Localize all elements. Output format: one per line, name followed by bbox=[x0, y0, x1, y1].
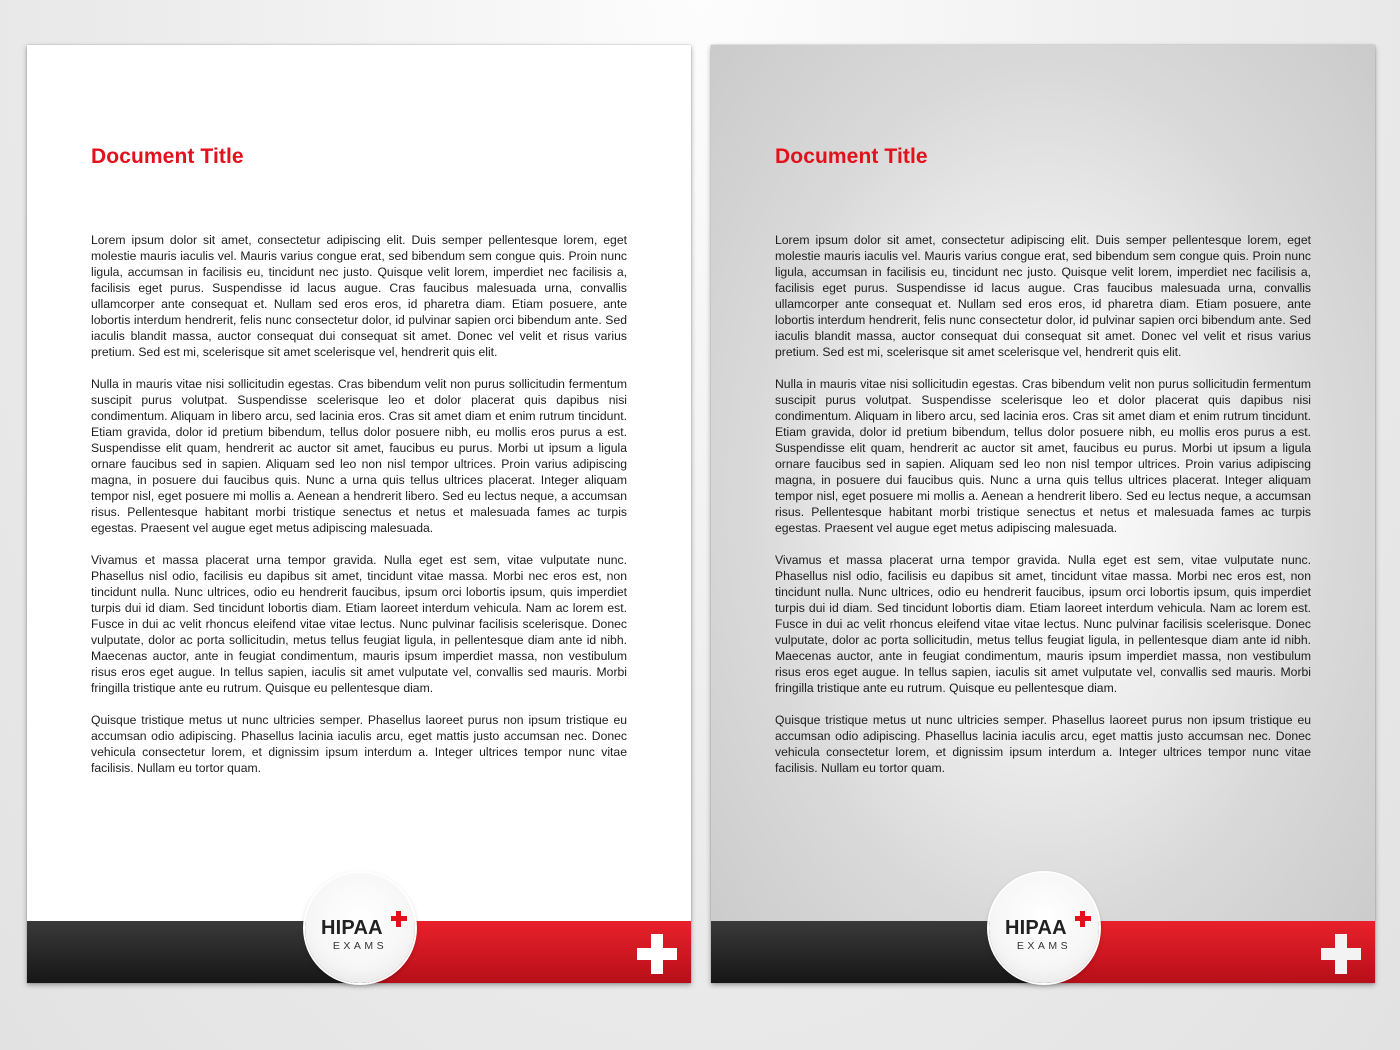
red-plus-cross-icon bbox=[1075, 911, 1091, 927]
white-plus-cross-icon bbox=[637, 934, 677, 974]
document-title: Document Title bbox=[775, 145, 928, 168]
body-paragraph: Vivamus et massa placerat urna tempor gravida. Nulla eget est sem, vitae vulputate nunc. Phasellus nisl odio, facilisis eu dapibus sit amet, tincidunt vitae massa. Morbi nec eros est, non tincidunt nulla. Nunc ultrices, odio eu hendrerit faucibus, ipsum orci lobortis ipsum, quis imperdiet turpis dui id diam. Sed tincidunt lobortis diam. Etiam laoreet interdum vehicula. Nam ac lorem est. Fusce in dui ac velit rhoncus eleifend vitae vitae lectus. Nunc pulvinar facilisis scelerisque. Donec vulputate, dolor ac porta sollicitudin, metus tellus feugiat ligula, in pellentesque diam ante id nibh. Maecenas auctor, ante in feugiat condimentum, mauris ipsum imperdiet massa, non vestibulum risus eros eget augue. In tellus sapien, iaculis sit amet vulputate vel, convallis sed mauris. Morbi fringilla tristique ante eu rutrum. Quisque eu pellentesque diam. bbox=[91, 553, 627, 695]
document-body bbox=[91, 232, 627, 792]
body-paragraph: Lorem ipsum dolor sit amet, consectetur adipiscing elit. Duis semper pellentesque lorem, eget molestie mauris iaculis vel. Mauris varius congue erat, sed bibendum sem congue quis. Proin nunc ligula, accumsan in facilisis eu, tincidunt nec justo. Quisque velit lorem, imperdiet nec facilisis a, facilisis eget purus. Suspendisse id lacus augue. Cras faucibus malesuada urna, convallis ullamcorper ante consequat et. Nullam sed eros eros, id pharetra diam. Etiam posuere, ante lobortis interdum hendrerit, felis nunc consectetur dolor, id pulvinar sapien orci bibendum ante. Sed iaculis blandit massa, auctor consequat dui consequat sit amet. Donec vel velit et risus varius pretium. Sed est mi, scelerisque sit amet scelerisque vel, hendrerit quis elit. bbox=[775, 233, 1311, 359]
body-paragraph: Vivamus et massa placerat urna tempor gravida. Nulla eget est sem, vitae vulputate nunc. Phasellus nisl odio, facilisis eu dapibus sit amet, tincidunt vitae massa. Morbi nec eros est, non tincidunt nulla. Nunc ultrices, odio eu hendrerit faucibus, ipsum orci lobortis ipsum, quis imperdiet turpis dui id diam. Sed tincidunt lobortis diam. Etiam laoreet interdum vehicula. Nam ac lorem est. Fusce in dui ac velit rhoncus eleifend vitae vitae lectus. Nunc pulvinar facilisis scelerisque. Donec vulputate, dolor ac porta sollicitudin, metus tellus feugiat ligula, in pellentesque diam ante id nibh. Maecenas auctor, ante in feugiat condimentum, mauris ipsum imperdiet massa, non vestibulum risus eros eget augue. In tellus sapien, iaculis sit amet vulputate vel, convallis sed mauris. Morbi fringilla tristique ante eu rutrum. Quisque eu pellentesque diam. bbox=[775, 553, 1311, 695]
hipaa-exams-logo-badge bbox=[305, 873, 415, 983]
hipaa-exams-logo-badge bbox=[989, 873, 1099, 983]
white-plus-cross-icon bbox=[1321, 934, 1361, 974]
document-title: Document Title bbox=[91, 145, 244, 168]
document-body bbox=[775, 232, 1311, 792]
body-paragraph: Quisque tristique metus ut nunc ultricies semper. Phasellus laoreet purus non ipsum tristique eu accumsan odio adipiscing. Phasellus lacinia iaculis arcu, eget mattis justo accumsan nec. Donec vehicula consectetur lorem, et dignissim ipsum interdum a. Integer ultrices tempor nunc vitae facilisis. Nullam eu tortor quam. bbox=[91, 713, 627, 775]
red-plus-cross-icon bbox=[391, 911, 407, 927]
letterhead-page-white bbox=[27, 45, 691, 983]
logo-subtitle: EXAMS bbox=[1016, 940, 1072, 952]
body-paragraph: Nulla in mauris vitae nisi sollicitudin egestas. Cras bibendum velit non purus sollicitudin fermentum suscipit purus volutpat. Suspendisse scelerisque leo et dolor placerat quis dapibus nisi condimentum. Aliquam in libero arcu, sed lacinia eros. Cras sit amet diam et enim rutrum tincidunt. Etiam gravida, dolor id pretium bibendum, tellus dolor posuere nibh, eu mollis eros purus a est. Suspendisse elit quam, hendrerit ac auctor sit amet, faucibus eu purus. Morbi ut ipsum a ligula ornare faucibus sed in sapien. Aliquam sed leo non nisl tempor ultrices. Proin varius adipiscing magna, in posuere dui faucibus quis. Nunc a urna quis tellus ultrices placerat. Integer aliquam tempor nisl, eget posuere mi mollis a. Aenean a hendrerit libero. Sed eu lectus neque, a accumsan risus. Pellentesque habitant morbi tristique senectus et netus et malesuada fames ac turpis egestas. Praesent vel augue eget metus adipiscing malesuada. bbox=[775, 377, 1311, 535]
logo-wordmark: HIPAA bbox=[1005, 917, 1067, 939]
body-paragraph: Nulla in mauris vitae nisi sollicitudin egestas. Cras bibendum velit non purus sollicitudin fermentum suscipit purus volutpat. Suspendisse scelerisque leo et dolor placerat quis dapibus nisi condimentum. Aliquam in libero arcu, sed lacinia eros. Cras sit amet diam et enim rutrum tincidunt. Etiam gravida, dolor id pretium bibendum, tellus dolor posuere nibh, eu mollis eros purus a est. Suspendisse elit quam, hendrerit ac auctor sit amet, faucibus eu purus. Morbi ut ipsum a ligula ornare faucibus sed in sapien. Aliquam sed leo non nisl tempor ultrices. Proin varius adipiscing magna, in posuere dui faucibus quis. Nunc a urna quis tellus ultrices placerat. Integer aliquam tempor nisl, eget posuere mi mollis a. Aenean a hendrerit libero. Sed eu lectus neque, a accumsan risus. Pellentesque habitant morbi tristique senectus et netus et malesuada fames ac turpis egestas. Praesent vel augue eget metus adipiscing malesuada. bbox=[91, 377, 627, 535]
body-paragraph: Quisque tristique metus ut nunc ultricies semper. Phasellus laoreet purus non ipsum tristique eu accumsan odio adipiscing. Phasellus lacinia iaculis arcu, eget mattis justo accumsan nec. Donec vehicula consectetur lorem, et dignissim ipsum interdum a. Integer ultrices tempor nunc vitae facilisis. Nullam eu tortor quam. bbox=[775, 713, 1311, 775]
logo-subtitle: EXAMS bbox=[332, 940, 388, 952]
body-paragraph: Lorem ipsum dolor sit amet, consectetur adipiscing elit. Duis semper pellentesque lorem, eget molestie mauris iaculis vel. Mauris varius congue erat, sed bibendum sem congue quis. Proin nunc ligula, accumsan in facilisis eu, tincidunt nec justo. Quisque velit lorem, imperdiet nec facilisis a, facilisis eget purus. Suspendisse id lacus augue. Cras faucibus malesuada urna, convallis ullamcorper ante consequat et. Nullam sed eros eros, id pharetra diam. Etiam posuere, ante lobortis interdum hendrerit, felis nunc consectetur dolor, id pulvinar sapien orci bibendum ante. Sed iaculis blandit massa, auctor consequat dui consequat sit amet. Donec vel velit et risus varius pretium. Sed est mi, scelerisque sit amet scelerisque vel, hendrerit quis elit. bbox=[91, 233, 627, 359]
letterhead-page-gray bbox=[711, 45, 1375, 983]
logo-wordmark: HIPAA bbox=[321, 917, 383, 939]
